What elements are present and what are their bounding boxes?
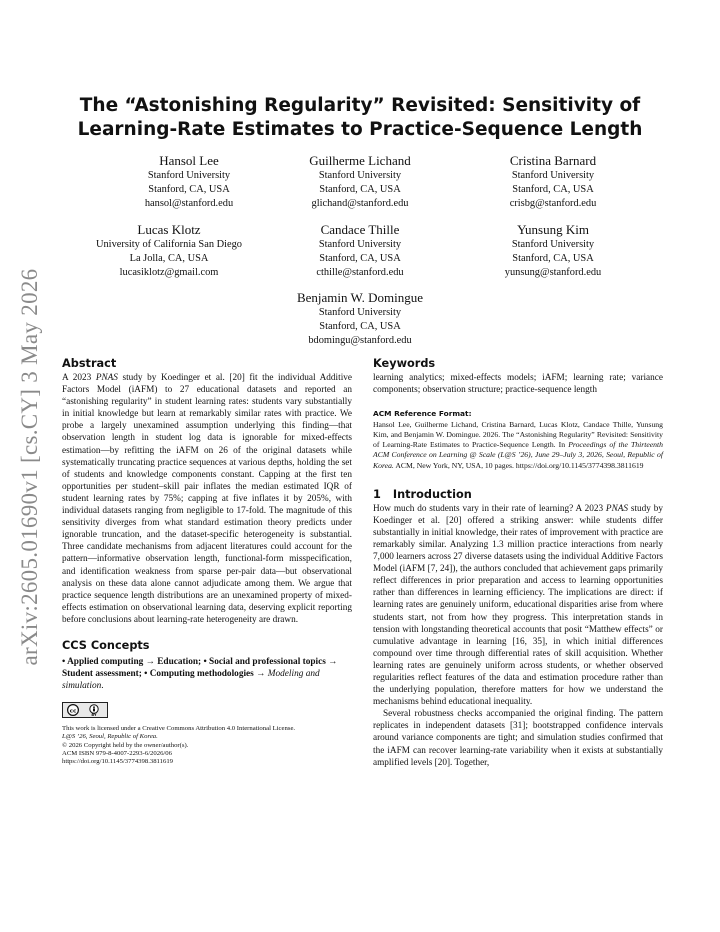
acm-reference-text — [373, 420, 663, 470]
author-email: lucasiklotz@gmail.com — [119, 267, 219, 279]
author-affiliation: Stanford University — [318, 307, 402, 318]
author-name: Hansol Lee — [159, 153, 219, 168]
author-card — [438, 222, 668, 281]
intro-paragraph-1 — [373, 503, 663, 709]
ccs-heading: CCS Concepts — [62, 638, 150, 652]
abstract-text — [62, 372, 352, 626]
ccs-concepts-main: • Applied computing → Education; • Social and professional topics → Student assessment; • Computing methodologies → — [62, 656, 338, 680]
author-name: Cristina Barnard — [509, 153, 597, 168]
paper-title — [62, 94, 658, 142]
cc-icon — [65, 704, 81, 716]
intro-p1-body: study by Koedinger et al. [20] offered a striking answer: while students differ substantially in initial knowledge, their rates of improvement with practice are remarkably similar. Analyzing 1.3 million practice interactions from nearly 7,000 learners across 27 diverse datasets using the individual Additive Factors Model (iAFM [7, 24]), the authors concluded that achievement gaps primarily reflect differences in prior preparation and access to learning opportunities rather than differences in learning efficiency. The implications are direct: if learning rates are genuinely uniform, educational disparities arise from where students start, not from how they progress. This interpretation stands in tension with longstanding theoretical accounts that posit “Matthew effects” or cumulative advantage in learning [16, 35], in which initial differences compound over time through differential rates of skill acquisition. Whether learning rates are genuinely uniform across students, or whether observed regularities reflect features of the data and estimation procedure rather than the underlying population, therefore matters for how we understand the mechanisms behind educational inequality. — [373, 503, 664, 708]
ccs-concepts-italic: Modeling and simulation — [62, 669, 320, 692]
abstract-heading: Abstract — [62, 357, 117, 370]
author-affiliation: Stanford University — [147, 170, 231, 181]
author-name: Candace Thille — [320, 222, 400, 237]
by-icon-text: BY — [91, 713, 97, 717]
acm-reference-publisher: ACM, New York, NY, USA, 10 pages. https://doi.org/10.1145/3774398.3811619 — [393, 460, 644, 470]
acm-reference-authors: Hansol Lee, Guilherme Lichand, Cristina Barnard, Lucas Klotz, Candace Thille, Yunsung Kim, and Benjamin W. Domingue. 2026. The “Astonishing Regularity” Revisited: Sensitivity of Learning-Rate Estimates to Practice-Sequence Length. In — [373, 420, 663, 450]
author-location: Stanford, CA, USA — [512, 253, 594, 265]
keywords-heading: Keywords — [373, 357, 436, 370]
author-email: cthille@stanford.edu — [316, 267, 404, 279]
by-icon — [84, 704, 104, 716]
cc-icon-text: cc — [69, 708, 77, 715]
introduction-heading — [373, 487, 663, 503]
author-card — [438, 153, 668, 212]
author-affiliation: Stanford University — [318, 170, 402, 181]
intro-p1-start: How much do students vary in their rate of learning? A 2023 — [373, 503, 606, 514]
ccs-concepts — [62, 656, 352, 692]
copyright-line: © 2026 Copyright held by the owner/author(s). — [62, 741, 189, 749]
author-email: yunsung@stanford.edu — [504, 267, 602, 279]
abstract-text-body: study by Koedinger et al. [20] fit the individual Additive Factors Model (iAFM) to 27 educational datasets and reported an “astonishing regularity” in student learning rates: students vary substantially in initial knowledge but learn at remarkably similar rates with practice. We probe a largely unexamined assumption underlying this finding—that observation length in student log data is ignorable for mixed-effects estimation—by refitting the iAFM on 26 of the original datasets while systematically truncating practice sequences at various depths, holding the set of students and knowledge components constant. Capping at the first ten opportunities per student–skill pair inflates the median estimated IQR of student learning rates by 75%; capping at five inflates it by 205%, with individual datasets ranging from negligible to 17-fold. The magnitude of this sensitivity diverges from what standard estimation theory predicts under ignorable truncation, and the dataset-specific heterogeneity is substantial. Three candidate mechanisms from adjacent literatures could account for the pattern—informative observation length, functional-form misspecification, and identification weakness from sparse per-pair data—but observational analysis on these data alone cannot adjudicate among them. We argue that practice sequence length distributions are an unexamined property of mixed-effects estimation on observational learning data, deserving explicit reporting before conclusions about learning-rate heterogeneity are drawn. — [62, 373, 352, 625]
author-location: La Jolla, CA, USA — [129, 253, 209, 265]
author-affiliation: Stanford University — [318, 239, 402, 250]
author-location: Stanford, CA, USA — [319, 321, 401, 333]
author-email: bdomingu@stanford.edu — [308, 335, 412, 347]
arxiv-side-stamp — [6, 262, 54, 672]
author-affiliation: University of California San Diego — [95, 239, 243, 250]
author-affiliation: Stanford University — [511, 239, 595, 250]
author-name: Guilherme Lichand — [309, 153, 411, 168]
abstract-journal: PNAS — [95, 373, 118, 383]
intro-p1-journal: PNAS — [605, 503, 629, 514]
author-email: crisbg@stanford.edu — [509, 198, 597, 210]
author-location: Stanford, CA, USA — [512, 184, 594, 196]
left-column — [62, 356, 352, 766]
author-card — [245, 290, 475, 349]
ccs-concepts-end: . — [101, 681, 104, 692]
doi-link[interactable]: https://doi.org/10.1145/3774398.3811619 — [62, 758, 174, 766]
venue-line: L@S ’26, Seoul, Republic of Korea. — [62, 733, 158, 741]
license-notice — [62, 725, 352, 766]
author-name: Benjamin W. Domingue — [296, 290, 424, 305]
author-email: glichand@stanford.edu — [311, 198, 409, 210]
author-email: hansol@stanford.edu — [144, 198, 234, 210]
author-location: Stanford, CA, USA — [319, 184, 401, 196]
title-line-1: The “Astonishing Regularity” Revisited: Sensitivity of — [79, 95, 641, 116]
license-statement: This work is licensed under a Creative Commons Attribution 4.0 International License. — [62, 725, 296, 733]
title-line-2: Learning-Rate Estimates to Practice-Sequence Length — [77, 119, 643, 140]
author-name: Yunsung Kim — [517, 222, 589, 237]
keywords-text: learning analytics; mixed-effects models; iAFM; learning rate; variance components; observation structure; practice-sequence length — [373, 373, 663, 396]
isbn-line: ACM ISBN 979-8-4007-2293-6/2026/06 — [62, 749, 172, 757]
author-name: Lucas Klotz — [137, 222, 201, 237]
arxiv-identifier: arXiv:2605.01690v1 [cs.CY] 3 May 2026 — [17, 268, 42, 666]
right-column — [373, 356, 663, 769]
abstract-text-start: A 2023 — [62, 373, 96, 383]
intro-paragraph-2: Several robustness checks accompanied the original finding. The pattern replicates in independent datasets [31]; bootstrapped confidence intervals around variance components are tight; and simulation studies confirmed that the iAFM can recover learning-rate variability when it exists at substantially amplified levels [20]. Together, — [373, 709, 663, 768]
section-number: 1 — [373, 487, 381, 501]
acm-reference-venue: Proceedings of the Thirteenth ACM Conference on Learning @ Scale (L@S ’26), June 29–July 3, 2026, Seoul, Republic of Korea. — [373, 440, 664, 470]
section-title: Introduction — [392, 487, 472, 501]
author-location: Stanford, CA, USA — [148, 184, 230, 196]
creative-commons-badge[interactable] — [62, 702, 108, 718]
acm-reference-heading: ACM Reference Format: — [373, 409, 472, 419]
author-location: Stanford, CA, USA — [319, 253, 401, 265]
author-affiliation: Stanford University — [511, 170, 595, 181]
